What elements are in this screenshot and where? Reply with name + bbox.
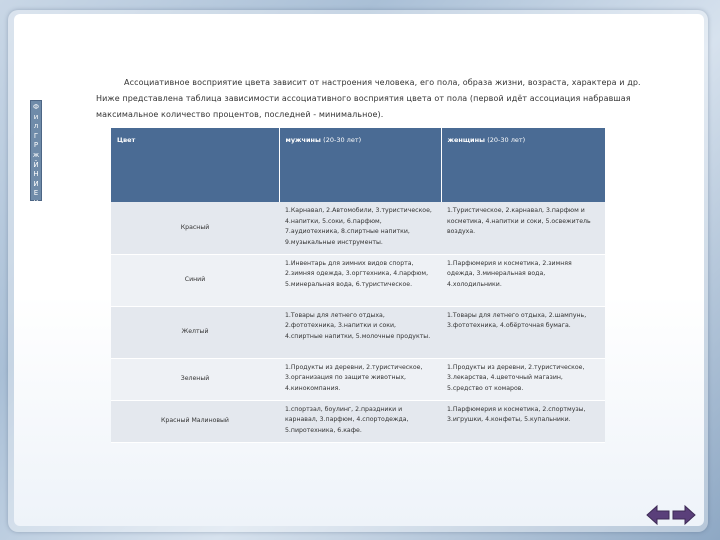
women-associations-cell: 1.Парфюмерия и косметика, 2.спортмузы, 3.игрушки, 4.конфеты, 5.купальники. bbox=[441, 400, 605, 442]
arrow-right-icon[interactable] bbox=[672, 504, 696, 526]
sidebar-letter: Н bbox=[33, 170, 39, 179]
table-row bbox=[111, 358, 605, 400]
header-color-label: Цвет bbox=[117, 136, 136, 144]
header-women bbox=[441, 128, 605, 202]
header-color bbox=[111, 128, 279, 202]
sidebar-letter: ж bbox=[32, 150, 40, 159]
header-men bbox=[279, 128, 441, 202]
color-name-cell: Красный Малиновый bbox=[111, 400, 279, 442]
sidebar-letter: Е bbox=[33, 189, 39, 198]
men-associations-cell: 1.Продукты из деревни, 2.туристическое, 3.организация по защите животных, 4.кинокомпания. bbox=[279, 358, 441, 400]
sidebar-letter: Ф bbox=[32, 103, 40, 111]
men-associations-cell: 1.Товары для летнего отдыха, 2.фототехника, 3.напитки и соки, 4.спиртные напитки, 5.молочные продукты. bbox=[279, 306, 441, 358]
men-associations-cell: 1.спортзал, боулинг, 2.праздники и карнавал, 3.парфюм, 4.спортодежда, 5.пиротехника, 6.кафе. bbox=[279, 400, 441, 442]
sidebar-letter: К bbox=[33, 198, 39, 207]
sidebar-letter: И bbox=[33, 179, 39, 188]
table-row bbox=[111, 202, 605, 254]
women-associations-cell: 1.Товары для летнего отдыха, 2.шампунь, 3.фототехника, 4.обёрточная бумага. bbox=[441, 306, 605, 358]
header-men-label: мужчины bbox=[285, 136, 321, 144]
color-name-cell: Зеленый bbox=[111, 358, 279, 400]
men-associations-cell: 1.Карнавал, 2.Автомобили, 3.туристическое, 4.напитки, 5.соки, 6.парфюм, 7.аудиотехника, 8.спиртные напитки, 9.музыкальные инструменты. bbox=[279, 202, 441, 254]
color-name-cell: Красный bbox=[111, 202, 279, 254]
table-row bbox=[111, 254, 605, 306]
women-associations-cell: 1.Туристическое, 2.карнавал, 3.парфюм и косметика, 4.напитки и соки, 5.освежитель воздуха. bbox=[441, 202, 605, 254]
header-women-label: женщины bbox=[447, 136, 485, 144]
sidebar-letter: л bbox=[33, 122, 39, 131]
color-association-table bbox=[111, 128, 606, 443]
sidebar-letter: Г bbox=[33, 131, 39, 140]
sidebar-letter: Р bbox=[33, 141, 39, 150]
header-women-age: (20-30 лет) bbox=[487, 136, 526, 144]
sidebar-letter: и bbox=[33, 112, 39, 121]
sidebar-contents-tab[interactable] bbox=[30, 100, 42, 207]
slide-navigation bbox=[646, 504, 696, 526]
table-header-row bbox=[111, 128, 605, 202]
arrow-left-icon[interactable] bbox=[646, 504, 670, 526]
header-men-age: (20-30 лет) bbox=[323, 136, 362, 144]
sidebar-letter: Й bbox=[33, 160, 39, 169]
women-associations-cell: 1.Продукты из деревни, 2.туристическое, 3.лекарства, 4.цветочный магазин, 5.средство от комаров. bbox=[441, 358, 605, 400]
women-associations-cell: 1.Парфюмерия и косметика, 2.зимняя одежда, 3.минеральная вода, 4.холодильники. bbox=[441, 254, 605, 306]
men-associations-cell: 1.Инвентарь для зимних видов спорта, 2.зимняя одежда, 3.оргтехника, 4.парфюм, 5.минеральная вода, 6.туристическое. bbox=[279, 254, 441, 306]
intro-paragraph: Ассоциативное восприятие цвета зависит от настроения человека, его пола, образа жизни, возраста, характера и др. Ниже представлена таблица зависимости ассоциативного восприятия цвета от пола (первой идёт ассоциация набравшая максимальное количество процентов, последней - минимальное). bbox=[96, 78, 641, 119]
table-row bbox=[111, 306, 605, 358]
color-name-cell: Желтый bbox=[111, 306, 279, 358]
color-name-cell: Синий bbox=[111, 254, 279, 306]
table-row bbox=[111, 400, 605, 442]
